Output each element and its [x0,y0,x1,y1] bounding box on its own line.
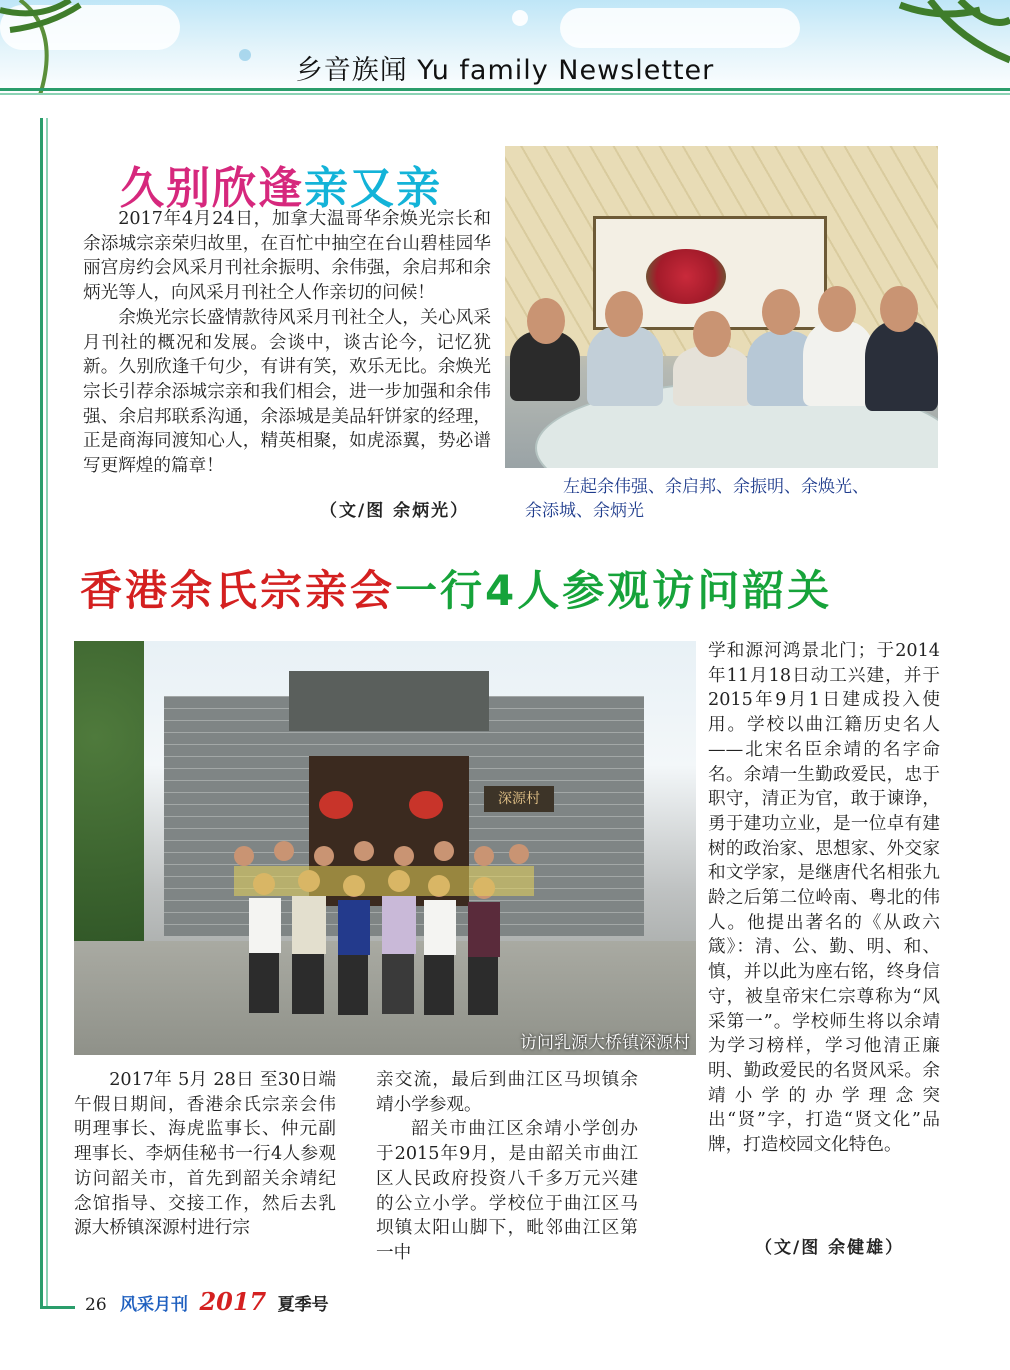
article1-photo [505,146,938,468]
person-head [605,291,643,337]
article1-body [83,207,491,479]
person-silhouette [865,321,938,411]
left-margin-rule [40,118,43,1308]
hall-roof [289,671,489,731]
red-lantern [409,791,443,819]
article2-title-green: 一行4人参观访问韶关 [395,566,833,615]
article2-title-red: 香港余氏宗亲会 [80,566,396,615]
publication-year: 2017 [199,1287,267,1316]
person-silhouette [587,326,663,406]
page-footer [85,1287,405,1315]
person-head [527,298,565,344]
header-rule-light [0,93,1010,95]
red-lantern [319,791,353,819]
person-head [880,286,918,332]
article2-right-column [708,639,940,1158]
caption-line: 余添城、余炳光 [525,501,644,521]
publication-name: 风采月刊 [120,1295,189,1315]
article1-photo-caption [525,475,945,523]
masthead-title: 乡音族闻 Yu family Newsletter [295,55,715,86]
article1-paragraph: 2017年4月24日，加拿大温哥华余焕光宗长和余添城宗亲荣归故里，在百忙中抽空在台山碧桂园华丽宫房约会风采月刊社余振明、余伟强，余启邦和余炳光等人，向风采月刊社仝人作亲切的问候！ [83,209,491,304]
article2-photo [74,641,696,1055]
header-rule [0,88,1010,91]
left-margin-rule-light [46,118,48,1308]
publication-season: 夏季号 [277,1295,329,1315]
article1-paragraph: 余焕光宗长盛情款待风采月刊社仝人，关心风采月刊社的概况和发展。会谈中，谈古论今，记忆犹新。久别欣逢千句少，有讲有笑，欢乐无比。余焕光宗长引荐余添城宗亲和我们相会，进一步加强和余伟强、余启邦联系沟通，余添城是美品轩饼家的经理，正是商海同渡知心人，精英相聚，如虎添翼，势必谱写更辉煌的篇章！ [83,307,491,477]
article1-credit: （文/图 余炳光） [320,501,470,521]
article2-column2 [376,1068,638,1266]
village-plaque: 深源村 [484,786,554,812]
article2-paragraph: 韶关市曲江区余靖小学创办于2015年9月，是由韶关市曲江区人民政府投资八千多万元兴建的公立小学。学校位于曲江区马坝镇太阳山脚下，毗邻曲江区第一中 [376,1119,638,1263]
bottom-margin-rule [40,1306,75,1309]
article2-photo-caption: 访问乳源大桥镇深源村 [520,1033,690,1053]
person-head [818,286,856,332]
group-of-people [214,826,554,1026]
article2-column1 [74,1068,336,1241]
article2-credit: （文/图 余健雄） [755,1238,905,1258]
person-head [693,311,731,357]
article1-title-part1: 久别欣逢 [120,163,304,214]
article2-paragraph: 亲交流，最后到曲江区马坝镇余靖小学参观。 [376,1070,638,1115]
article2-title [80,558,950,618]
person-head [762,289,800,335]
article2-paragraph: 学和源河鸿景北门；于2014年11月18日动工兴建，并于2015年9月1日建成投入使用。学校以曲江籍历史名人——北宋名臣余靖的名字命名。余靖一生勤政爱民，忠于职守，清正为官，敢于谏诤，勇于建功立业，是一位卓有建树的政治家、思想家、外交家和文学家，是继唐代名相张九龄之后第二位岭南、粤北的伟人。他提出著名的《从政六箴》：清、公、勤、明、和、慎，并以此为座右铭，终身信守，被皇帝宋仁宗尊称为“风采第一”。学校师生将以余靖为学习榜样，学习他清正廉明、勤政爱民的名贤风采。余靖小学的办学理念突出“贤”字，打造“贤文化”品牌，打造校园文化特色。 [708,641,940,1156]
article1-title-part2: 亲又亲 [304,163,442,214]
tree [74,641,144,961]
article2-paragraph: 2017年 5月 28日 至30日端午假日期间，香港余氏宗亲会伟明理事长、海虎监事长、仲元副理事长、李炳佳秘书一行4人参观访问韶关市，首先到韶关余靖纪念馆指导、交接工作，然后去乳源大桥镇深源村进行宗 [74,1070,336,1239]
caption-line: 左起余伟强、余启邦、余振明、余焕光、 [563,477,869,497]
page-number: 26 [85,1295,107,1315]
